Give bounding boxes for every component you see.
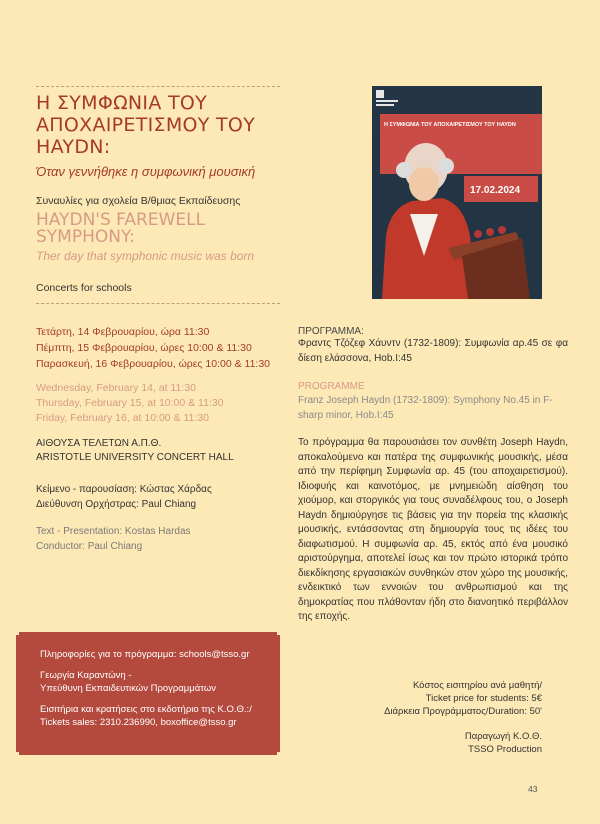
venue-english: ARISTOTLE UNIVERSITY CONCERT HALL bbox=[36, 452, 234, 463]
subtitle-english: Ther day that symphonic music was born bbox=[36, 249, 255, 263]
info-person: Γεωργία Καραντώνη - Υπεύθυνη Εκπαιδευτικών Προγραμμάτων bbox=[40, 670, 217, 694]
title-greek: Η ΣΥΜΦΩΝΙΑ ΤΟΥ ΑΠΟΧΑΙΡΕΤΙΣΜΟΥ ΤΟΥ HAYDN: bbox=[36, 92, 256, 158]
price-line: Διάρκεια Προγράμματος/Duration: 50' bbox=[384, 706, 542, 717]
info-box bbox=[16, 632, 280, 755]
date-line: Wednesday, February 14, at 11:30 bbox=[36, 382, 196, 394]
producer-line: TSSO Production bbox=[468, 744, 542, 755]
top-divider bbox=[36, 86, 280, 87]
series-greek: Συναυλίες για σχολεία Β/θμιας Εκπαίδευσης bbox=[36, 195, 241, 207]
venue bbox=[36, 437, 296, 465]
ticket-price bbox=[282, 679, 542, 718]
dates-english bbox=[36, 381, 286, 426]
production-credit bbox=[342, 730, 542, 756]
poster-date: 17.02.2024 bbox=[470, 185, 521, 196]
programme-label-greek: ΠΡΟΓΡΑΜΜΑ: bbox=[298, 326, 364, 337]
series-english: Concerts for schools bbox=[36, 282, 132, 294]
credits-english bbox=[36, 524, 286, 554]
poster-title: Η ΣΥΜΦΩΝΙΑ ΤΟΥ ΑΠΟΧΑΙΡΕΤΙΣΜΟΥ ΤΟΥ HAYDN bbox=[384, 122, 516, 128]
date-line: Τετάρτη, 14 Φεβρουαρίου, ώρα 11:30 bbox=[36, 326, 210, 338]
credit-line: Διεύθυνση Ορχήστρας: Paul Chiang bbox=[36, 499, 197, 510]
venue-greek: ΑΙΘΟΥΣΑ ΤΕΛΕΤΩΝ Α.Π.Θ. bbox=[36, 438, 162, 449]
date-line: Thursday, February 15, at 10:00 & 11:30 bbox=[36, 397, 224, 409]
page-number: 43 bbox=[528, 784, 538, 794]
credit-line: Κείμενο - παρουσίαση: Κώστας Χάρδας bbox=[36, 484, 212, 495]
description: Το πρόγραμμα θα παρουσιάσει τον συνθέτη Joseph Haydn, αποκαλούμενο και πατέρα της συμφωνικής μουσικής, μέσα από την περίφημη Συμφωνία αρ. 45 (του αποχαιρετισμού). Ιδιοφυής και καινοτόμος, με μνημειώδη αίσθηση του χιούμορ, και στοργικός για τους συναδέλφους του, ο Joseph Haydn δημιούργησε τις βάσεις για την πορεία της κλασικής μουσικής, εντάσσοντας στη δημιουργία τους τις ιδέες του διαφωτισμού. Η συμφωνία αρ. 45, εκτός από ένα μουσικό αριστούργημα, αποτελεί ίσως και τον πρώτο ιστορικά τρόπο διεκδίκησης εργασιακών συνθηκών στον χώρο της μουσικής, ενδεικτικό των εννοιών του ανθρωπισμού και της δημοκρατίας που πλάθονταν ήδη στο διανοητικό περιβάλλον της εποχής. bbox=[298, 437, 568, 622]
credit-line: Conductor: Paul Chiang bbox=[36, 541, 143, 552]
credit-line: Text - Presentation: Kostas Hardas bbox=[36, 526, 191, 537]
programme-label-english: PROGRAMME bbox=[298, 381, 365, 392]
title-english: HAYDN'S FAREWELL SYMPHONY: bbox=[36, 210, 206, 247]
date-line: Πέμπτη, 15 Φεβρουαρίου, ώρες 10:00 & 11:30 bbox=[36, 342, 252, 354]
info-tickets: Εισιτήρια και κρατήσεις στο εκδοτήριο της Κ.Ο.Θ.:/ Tickets sales: 2310.236990, boxoffice@tsso.gr bbox=[40, 704, 252, 728]
concert-poster bbox=[372, 86, 542, 299]
subtitle-greek: Όταν γεννήθηκε η συμφωνική μουσική bbox=[36, 164, 256, 179]
credits-greek bbox=[36, 482, 286, 512]
middle-divider bbox=[36, 303, 280, 304]
programme-english: Franz Joseph Haydn (1732-1809): Symphony No.45 in F-sharp minor, Hob.I:45 bbox=[298, 395, 553, 421]
price-line: Ticket price for students: 5€ bbox=[425, 693, 542, 704]
date-line: Friday, February 16, at 10:00 & 11:30 bbox=[36, 412, 209, 424]
dates-greek bbox=[36, 324, 286, 372]
price-line: Κόστος εισιτηρίου ανά μαθητή/ bbox=[412, 680, 542, 691]
info-contact: Πληροφορίες για το πρόγραμμα: schools@tsso.gr bbox=[40, 649, 250, 660]
programme-greek: Φραντς Τζόζεφ Χάυντν (1732-1809): Συμφωνία αρ.45 σε φα δίεση ελάσσονα, Hob.I:45 bbox=[298, 338, 568, 364]
date-line: Παρασκευή, 16 Φεβρουαρίου, ώρες 10:00 & 11:30 bbox=[36, 358, 271, 370]
producer-line: Παραγωγή Κ.Ο.Θ. bbox=[464, 731, 542, 742]
